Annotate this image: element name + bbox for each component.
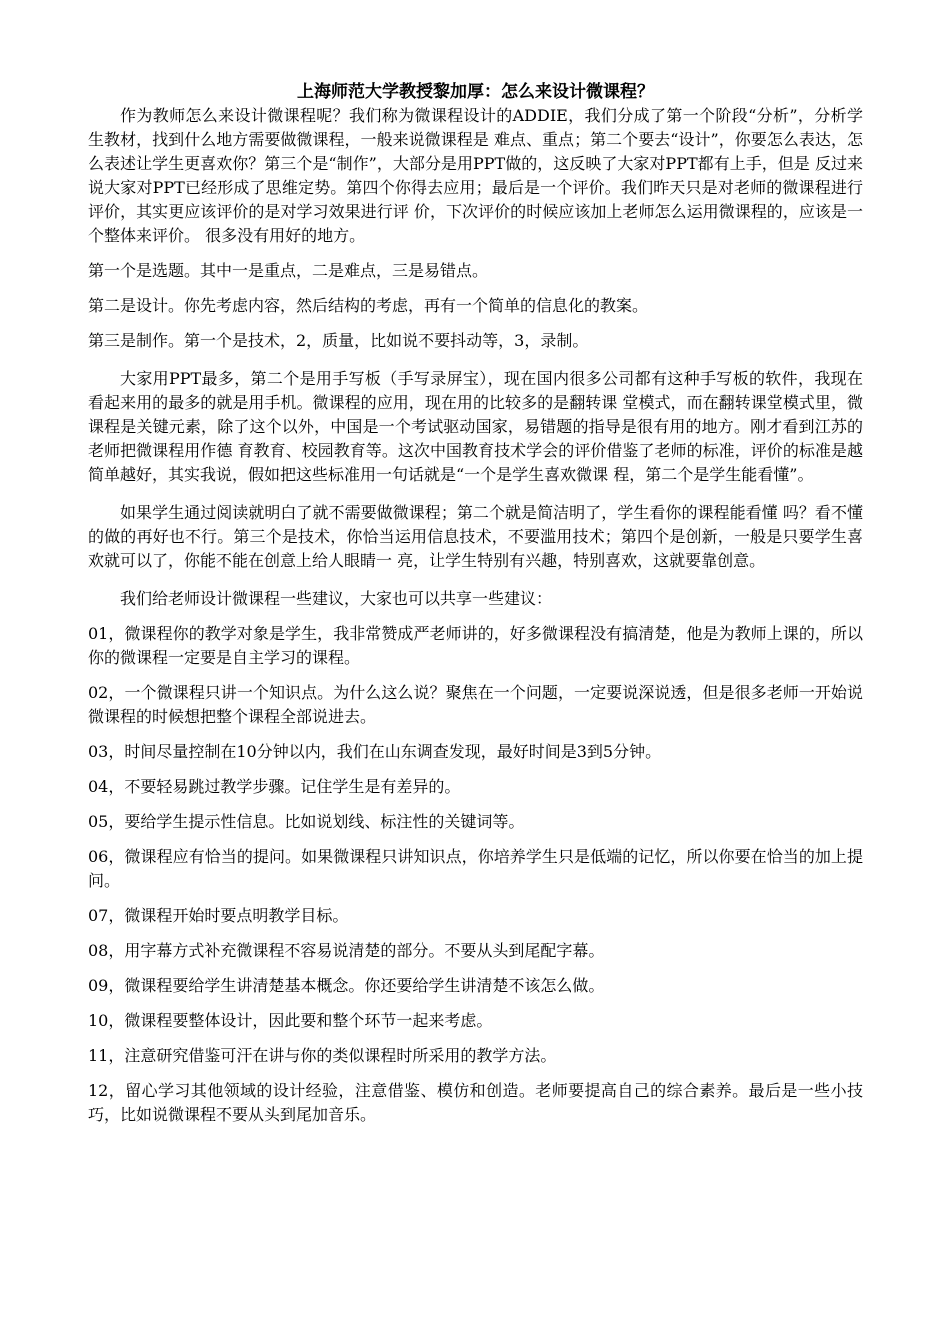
document-title: 上海师范大学教授黎加厚：怎么来设计微课程？ (297, 82, 654, 102)
point-production: 第三是制作。第一个是技术，2，质量，比如说不要抖动等，3，录制。 (88, 331, 589, 350)
suggestion-item: 03，时间尽量控制在10分钟以内，我们在山东调查发现，最好时间是3到5分钟。 (88, 742, 662, 761)
point-topic-selection: 第一个是选题。其中一是重点，二是难点，三是易错点。 (88, 261, 489, 280)
criteria-paragraph: 如果学生通过阅读就明白了就不需要做微课程；第二个就是简洁明了，学生看你的课程能看懂 吗？看不懂的做的再好也不行。第三个是技术，你恰当运用信息技术，不要滥用技术；第四个是创新，一般是只要学生喜欢就可以了，你能不能在创意上给人眼睛一 亮，让学生特别有兴趣，特别喜欢，这就要靠创意。 (88, 503, 863, 570)
tools-paragraph: 大家用PPT最多，第二个是用手写板（手写录屏宝），现在国内很多公司都有这种手写板的软件，我现在看起来用的最多的就是用手机。微课程的应用，现在用的比较多的是翻转课 堂模式，而在翻转课堂模式里，微课程是关键元素，除了这个以外，中国是一个考试驱动国家，易错题的指导是很有用的地方。刚才看到江苏的老师把微课程用作德 育教育、校园教育等。这次中国教育技术学会的评价借鉴了老师的标准，评价的标准是越简单越好，其实我说，假如把这些标准用一句话就是“一个是学生喜欢微课 程，第二个是学生能看懂”。 (88, 369, 863, 484)
suggestion-item: 07，微课程开始时要点明教学目标。 (88, 906, 349, 925)
suggestion-item: 05，要给学生提示性信息。比如说划线、标注性的关键词等。 (88, 812, 525, 831)
suggestion-item: 11，注意研究借鉴可汗在讲与你的类似课程时所采用的教学方法。 (88, 1046, 557, 1065)
suggestions-intro: 我们给老师设计微课程一些建议，大家也可以共享一些建议： (120, 589, 553, 608)
suggestion-item: 08，用字幕方式补充微课程不容易说清楚的部分。不要从头到尾配字幕。 (88, 941, 605, 960)
suggestion-item: 10，微课程要整体设计，因此要和整个环节一起来考虑。 (88, 1011, 493, 1030)
suggestion-item: 02，一个微课程只讲一个知识点。为什么这么说？聚焦在一个问题，一定要说深说透，但是很多老师一开始说微课程的时候想把整个课程全部说进去。 (88, 683, 863, 726)
suggestion-item: 04，不要轻易跳过教学步骤。记住学生是有差异的。 (88, 777, 461, 796)
suggestion-item: 01，微课程你的教学对象是学生，我非常赞成严老师讲的，好多微课程没有搞清楚，他是为教师上课的，所以你的微课程一定要是自主学习的课程。 (88, 624, 863, 667)
suggestion-item: 12，留心学习其他领域的设计经验，注意借鉴、模仿和创造。老师要提高自己的综合素养。最后是一些小技巧，比如说微课程不要从头到尾加音乐。 (88, 1081, 863, 1124)
point-design: 第二是设计。你先考虑内容，然后结构的考虑，再有一个简单的信息化的教案。 (88, 296, 649, 315)
suggestion-item: 06，微课程应有恰当的提问。如果微课程只讲知识点，你培养学生只是低端的记忆，所以你要在恰当的加上提问。 (88, 847, 863, 890)
intro-paragraph: 作为教师怎么来设计微课程呢？我们称为微课程设计的ADDIE，我们分成了第一个阶段“分析”，分析学生教材，找到什么地方需要做微课程，一般来说微课程是 难点、重点；第二个要去“设计”，你要怎么表达，怎么表述让学生更喜欢你？第三个是“制作”，大部分是用PPT做的，这反映了大家对PPT都有上手，但是 反过来说大家对PPT已经形成了思维定势。第四个你得去应用；最后是一个评价。我们昨天只是对老师的微课程进行评价，其实更应该评价的是对学习效果进行评 价，下次评价的时候应该加上老师怎么运用微课程的，应该是一个整体来评价。 很多没有用好的地方。 (88, 106, 863, 245)
document-page (88, 80, 863, 1127)
suggestion-item: 09，微课程要给学生讲清楚基本概念。你还要给学生讲清楚不该怎么做。 (88, 976, 605, 995)
